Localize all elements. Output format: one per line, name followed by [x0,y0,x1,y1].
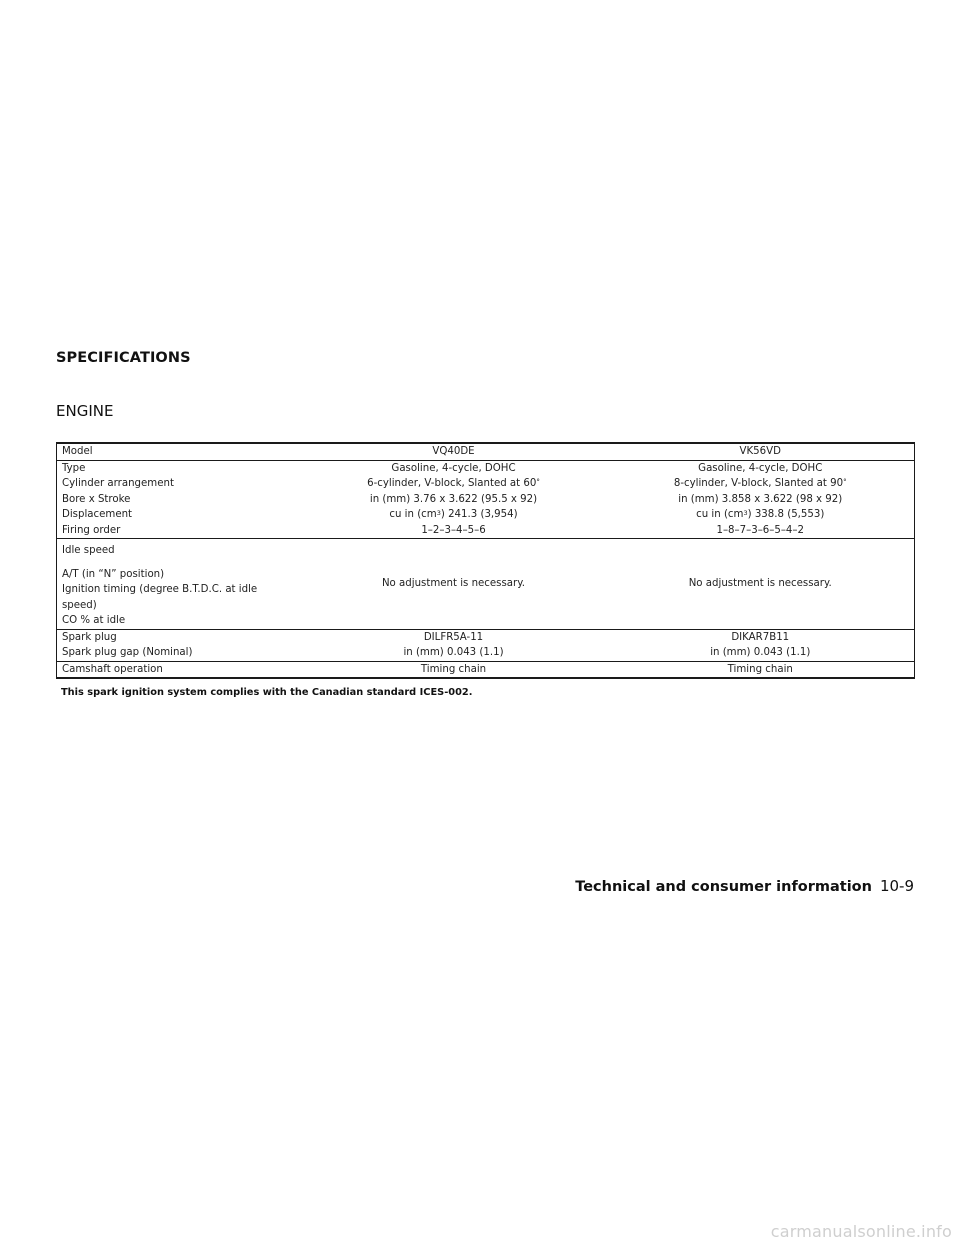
row-label-ignition: Ignition timing (degree B.T.D.C. at idle speed) [57,582,301,613]
row-label-spark-gap: Spark plug gap (Nominal) [57,645,301,661]
footer-page-number: 10-9 [879,877,914,895]
degree-symbol: ° [536,478,540,486]
displacement-vk56vd-prefix: cu in (cm [696,509,744,520]
table-row [57,661,915,678]
row-label-at-position: A/T (in “N” position) [57,563,301,583]
row-label-bore: Bore x Stroke [57,492,301,508]
cell-spark-plug-vk56vd: DIKAR7B11 [607,629,915,645]
header-model-vk56vd: VK56VD [607,443,915,460]
cell-adjustment-vk56vd: No adjustment is necessary. [607,539,915,630]
table-header-row [57,443,915,460]
superscript-3: 3 [436,509,441,517]
cell-cylinder-vq40de [301,476,607,492]
cell-bore-vk56vd: in (mm) 3.858 x 3.622 (98 x 92) [607,492,915,508]
cell-firing-vk56vd: 1–8–7–3–6–5–4–2 [607,523,915,539]
table-row [57,523,915,539]
degree-symbol: ° [843,478,847,486]
displacement-vq40de-suffix: ) 241.3 (3,954) [440,509,518,520]
superscript-3: 3 [743,509,748,517]
row-label-spark-plug: Spark plug [57,629,301,645]
cell-displacement-vq40de [301,507,607,523]
cell-spark-plug-vq40de: DILFR5A-11 [301,629,607,645]
row-label-firing: Firing order [57,523,301,539]
table-row [57,629,915,645]
row-label-co: CO % at idle [57,613,301,629]
table-row [57,645,915,661]
row-label-displacement: Displacement [57,507,301,523]
cell-camshaft-vk56vd: Timing chain [607,661,915,678]
header-model-vq40de: VQ40DE [301,443,607,460]
row-label-camshaft: Camshaft operation [57,661,301,678]
table-row [57,476,915,492]
cell-firing-vq40de: 1–2–3–4–5–6 [421,524,486,536]
cell-bore-vq40de: in (mm) 3.76 x 3.622 (95.5 x 92) [369,493,538,505]
cell-type-vk56vd: Gasoline, 4-cycle, DOHC [607,460,915,476]
table-row [57,492,915,508]
table-row [57,539,915,563]
table-row [57,460,915,476]
cell-displacement-vk56vd [607,507,915,523]
watermark-bar [0,1222,960,1242]
displacement-vk56vd-suffix: ) 338.8 (5,553) [747,509,825,520]
cell-spark-gap-vk56vd: in (mm) 0.043 (1.1) [607,645,915,661]
engine-spec-table [56,442,915,679]
engine-subtitle: ENGINE [56,402,114,420]
header-model-label: Model [57,443,301,460]
row-label-type: Type [57,460,301,476]
cylinder-vq40de-text: 6-cylinder, V-block, Slanted at 60 [367,478,537,489]
cell-spark-gap-vq40de: in (mm) 0.043 (1.1) [403,647,504,658]
footer-chapter-title: Technical and consumer information [575,879,872,895]
cell-cylinder-vk56vd [607,476,915,492]
cell-camshaft-vq40de: Timing chain [301,661,607,678]
cylinder-vk56vd-text: 8-cylinder, V-block, Slanted at 90 [673,478,844,489]
row-label-cylinder: Cylinder arrangement [57,476,301,492]
compliance-note: This spark ignition system complies with the Canadian standard ICES-002. [61,687,473,698]
displacement-vq40de-prefix: cu in (cm [389,509,437,520]
section-title: SPECIFICATIONS [56,350,191,366]
cell-type-vq40de: Gasoline, 4-cycle, DOHC [301,460,607,476]
table-row [57,507,915,523]
watermark-text: carmanualsonline.info [770,1222,952,1241]
cell-adjustment-vq40de: No adjustment is necessary. [301,539,607,630]
page-footer [575,876,914,895]
row-label-idle-speed: Idle speed [57,539,301,563]
